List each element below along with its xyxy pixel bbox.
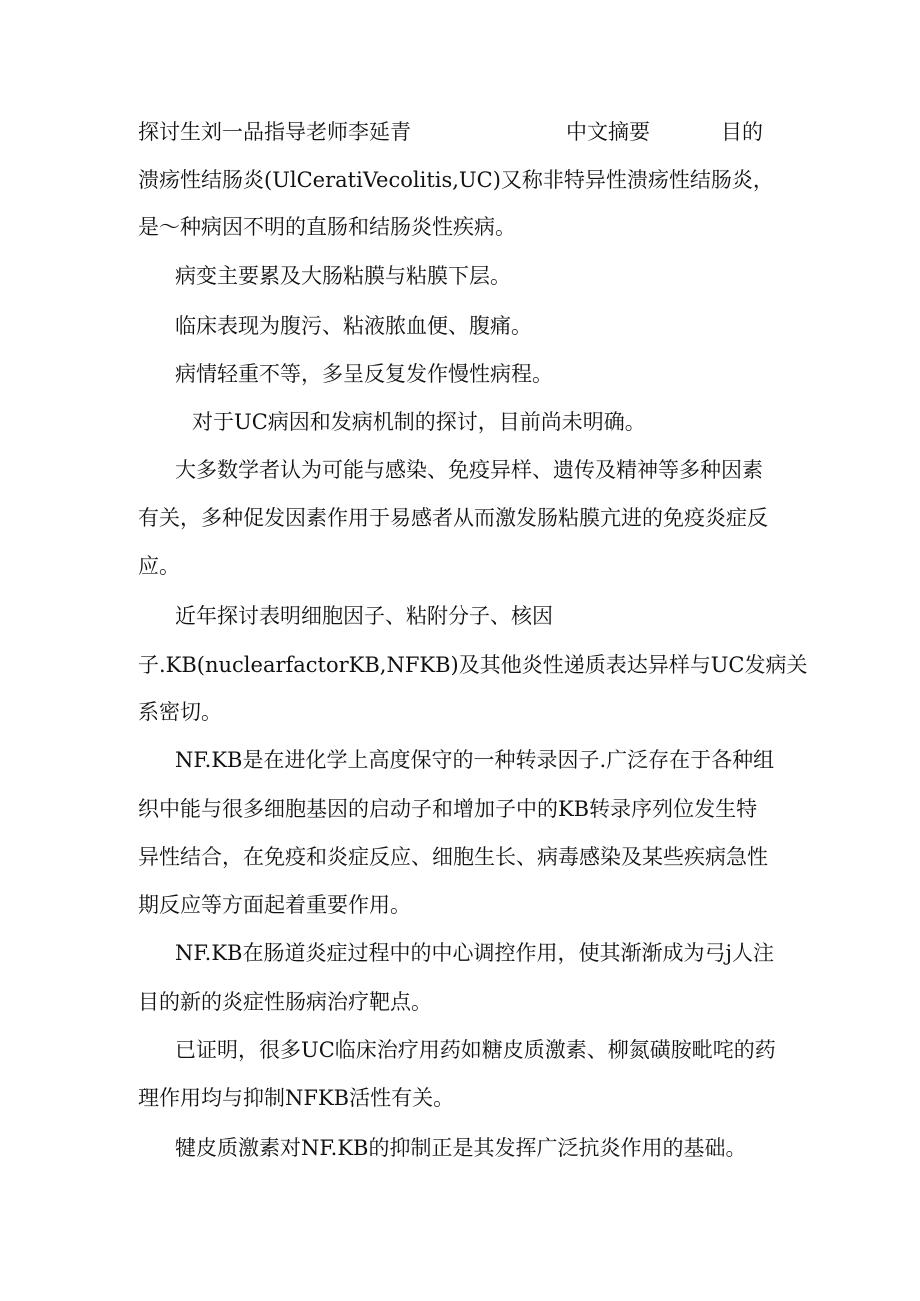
paragraph-line: 病变主要累及大肠粘膜与粘膜下层。 xyxy=(175,264,511,288)
paragraph-line: 子.KB(nuclearfactorKB,NFKB)及其他炎性递质表达异样与UC发病关 xyxy=(138,653,808,677)
paragraph-line: 织中能与很多细胞基因的启动子和增加子中的KB转录序列位发生特 xyxy=(138,797,758,821)
paragraph-line: NF.KB在肠道炎症过程中的中心调控作用，使其渐渐成为弓j人注 xyxy=(175,941,774,965)
paragraph-line: 临床表现为腹污、粘液脓血便、腹痛。 xyxy=(175,314,532,338)
paragraph-line: 系密切。 xyxy=(138,700,222,724)
paragraph-line: 大多数学者认为可能与感染、免疫异样、遗传及精神等多种因素 xyxy=(175,458,763,482)
paragraph-line: 期反应等方面起着重要作用。 xyxy=(138,893,411,917)
header-purpose: 目的 xyxy=(721,120,763,144)
paragraph-line: 是～种病因不明的直肠和结肠炎性疾病。 xyxy=(138,215,516,239)
paragraph-line: 犍皮质激素对NF.KB的抑制正是其发挥广泛抗炎作用的基础。 xyxy=(175,1136,747,1160)
paragraph-line: 对于UC病因和发病机制的探讨，目前尚未明确。 xyxy=(192,410,646,434)
paragraph-line: NF.KB是在进化学上高度保守的一种转录因子.广泛存在于各种组 xyxy=(175,748,775,772)
header-abstract-title: 中文摘要 xyxy=(566,120,650,144)
paragraph-line: 应。 xyxy=(138,554,180,578)
paragraph-line: 有关，多种促发因素作用于易感者从而激发肠粘膜亢进的免疫炎症反 xyxy=(138,506,768,530)
paragraph-line: 已证明，很多UC临床治疗用药如糖皮质激素、柳氮磺胺毗咤的药 xyxy=(175,1038,776,1062)
header-author: 探讨生刘一品指导老师李延青 xyxy=(138,120,411,144)
paragraph-line: 溃疡性结肠炎(UlCeratiVecolitis,UC)又称非特异性溃疡性结肠炎， xyxy=(138,168,774,192)
paragraph-line: 近年探讨表明细胞因子、粘附分子、核因 xyxy=(175,604,553,628)
paragraph-line: 异性结合，在免疫和炎症反应、细胞生长、病毒感染及某些疾病急性 xyxy=(138,845,768,869)
paragraph-line: 理作用均与抑制NFKB活性有关。 xyxy=(138,1086,455,1110)
paragraph-line: 病情轻重不等，多呈反复发作慢性病程。 xyxy=(175,362,553,386)
paragraph-line: 目的新的炎症性肠病治疗靶点。 xyxy=(138,990,432,1014)
